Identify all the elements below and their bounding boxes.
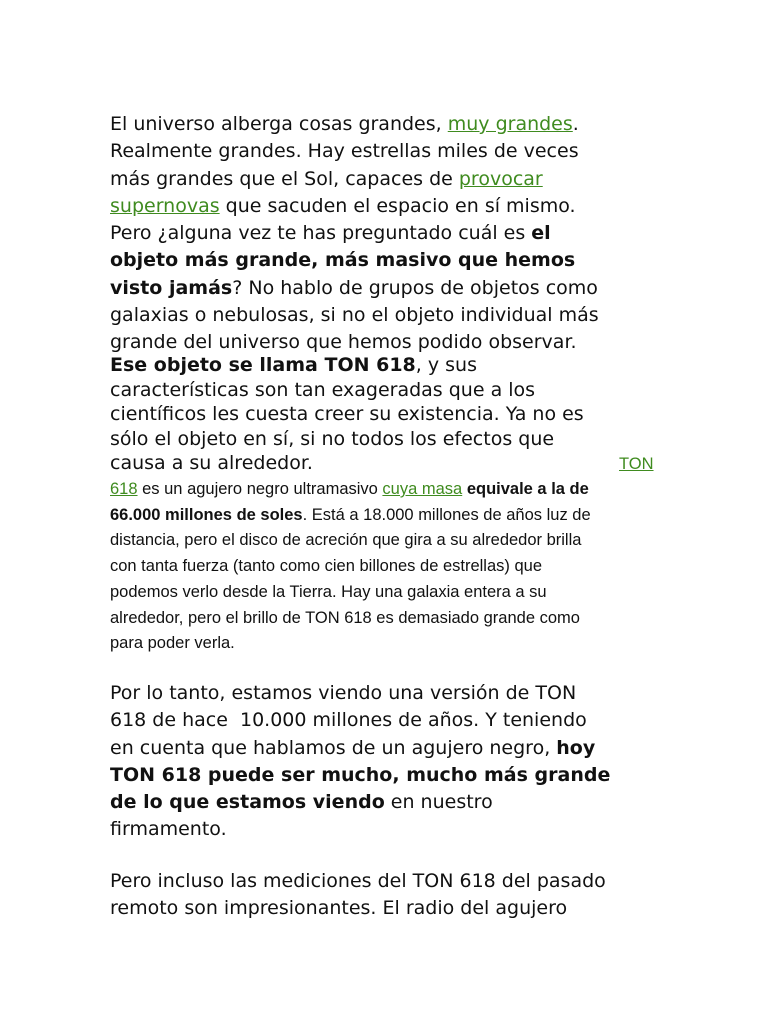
line: Por lo tanto, estamos viendo una versión de TON bbox=[110, 682, 577, 704]
bold-text: TON 618 puede ser mucho, mucho más grande bbox=[110, 763, 611, 786]
line bbox=[110, 275, 670, 302]
text: es un agujero negro ultramasivo bbox=[137, 480, 383, 498]
text: más grandes que el Sol, capaces de bbox=[110, 167, 459, 190]
bold-text: Ese objeto se llama TON 618 bbox=[110, 354, 416, 376]
line bbox=[110, 762, 670, 789]
text: . Está a 18.000 millones de años luz de bbox=[302, 505, 591, 524]
line bbox=[110, 193, 670, 220]
line: para poder verla. bbox=[110, 634, 235, 653]
paragraph-measurements bbox=[110, 868, 670, 923]
link-provocar-supernovas[interactable]: provocar bbox=[458, 167, 543, 190]
line: Pero incluso las mediciones del TON 618 del pasado bbox=[110, 870, 606, 892]
line: sólo el objeto en sí, si no todos los efectos que bbox=[110, 427, 555, 450]
line: distancia, pero el disco de acreción que gira a su alrededor brilla bbox=[110, 531, 582, 550]
line: grande del universo que hemos podido observar. bbox=[110, 331, 577, 354]
paragraph-intro bbox=[110, 111, 670, 357]
link-supernovas[interactable]: supernovas bbox=[110, 194, 220, 217]
bold-text: de lo que estamos viendo bbox=[110, 791, 385, 814]
link-muy-grandes[interactable]: muy grandes bbox=[447, 113, 573, 135]
bold-text: el bbox=[531, 222, 551, 245]
bold-text: objeto más grande, más masivo que hemos bbox=[110, 249, 576, 272]
line: Realmente grandes. Hay estrellas miles de veces bbox=[110, 140, 579, 163]
bold-text: hoy bbox=[556, 736, 596, 759]
line bbox=[110, 353, 670, 378]
line: remoto son impresionantes. El radio del agujero bbox=[110, 897, 568, 920]
bold-text: 66.000 millones de soles bbox=[110, 505, 303, 524]
line: firmamento. bbox=[110, 818, 227, 841]
text: El universo alberga cosas grandes, bbox=[110, 113, 448, 135]
line: características son tan exageradas que a los bbox=[110, 378, 536, 401]
link-618[interactable]: 618 bbox=[110, 480, 138, 498]
text: en cuenta que hablamos de un agujero negro, bbox=[110, 736, 557, 759]
line bbox=[110, 503, 670, 529]
line: alrededor, pero el brillo de TON 618 es demasiado grande como bbox=[110, 608, 580, 627]
line bbox=[110, 111, 670, 138]
text: Pero ¿alguna vez te has preguntado cuál es bbox=[110, 222, 532, 245]
text: . bbox=[572, 113, 579, 135]
line bbox=[110, 247, 670, 274]
line: podemos verlo desde la Tierra. Hay una galaxia entera a su bbox=[110, 582, 547, 601]
text: en nuestro bbox=[384, 791, 493, 814]
line: 618 de hace 10.000 millones de años. Y teniendo bbox=[110, 709, 587, 732]
paragraph-ton618 bbox=[110, 353, 670, 476]
link-ton[interactable]: TON bbox=[619, 455, 654, 473]
bold-text: visto jamás bbox=[110, 276, 233, 299]
paragraph-version bbox=[110, 680, 670, 844]
link-cuya-masa[interactable]: cuya masa bbox=[382, 480, 463, 498]
line: científicos les cuesta creer su existencia. Ya no es bbox=[110, 403, 584, 425]
text: que sacuden el espacio en sí mismo. bbox=[219, 194, 576, 217]
line: causa a su alrededor. bbox=[110, 452, 313, 474]
text: , y sus bbox=[415, 354, 477, 376]
line bbox=[110, 220, 670, 247]
line: con tanta fuerza (tanto como cien billones de estrellas) que bbox=[110, 557, 542, 576]
bold-text: equivale a la de bbox=[466, 480, 589, 498]
paragraph-details bbox=[110, 477, 670, 657]
line bbox=[110, 166, 670, 193]
text: ? No hablo de grupos de objetos como bbox=[232, 276, 598, 299]
line bbox=[110, 735, 670, 762]
line bbox=[110, 789, 670, 816]
line bbox=[110, 477, 670, 503]
line: galaxias o nebulosas, si no el objeto individual más bbox=[110, 304, 599, 327]
